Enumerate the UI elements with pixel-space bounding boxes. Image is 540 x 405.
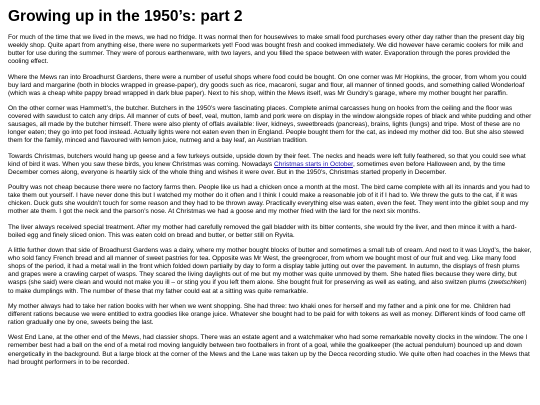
paragraph-ration-books: My mother always had to take her ration books with her when we went shopping. She had three: two khaki ones for herself and my father and a pink one for me. Children had different rations because we were entitled to extra goodies like orange juice. Whatever she bought had to be paid for with tokens as well as money. Different kinds of food came off ration gradually one by one, sweets being the last. xyxy=(8,302,526,327)
paragraph-christmas-text-before: Towards Christmas, butchers would hang up geese and a few turkeys outside, upside down by their feet. The necks and heads were left fully feathered, so that you could see what kind of bird it was. When you saw these birds, you knew Christmas was coming. Nowadays xyxy=(8,152,526,168)
paragraph-fridge: For much of the time that we lived in the mews, we had no fridge. It was normal then for housewives to make small food purchases every other day rather than the present day big weekly shop. Quite apart from anything else, there were no supermarkets yet! Food was bought fresh and cooked immediately. We did however have ceramic coolers for milk and butter for use during the summer. They were of porous earthenware, with two layers, and you filled the space between with water. Evaporation through the pores provided the cooling effect. xyxy=(8,34,525,66)
paragraph-christmas-text-after: , sometimes even before Halloween and, by the time December comes along, everyone is heartily sick of the whole thing and wishes it were over. But in the 1950’s, Christmas started properly in December. xyxy=(8,160,506,176)
paragraph-dairy-text-after: ) to make dumplings with. The number of these that my father could eat at a sitting was quite remarkable. xyxy=(8,279,527,295)
paragraph-poultry: Poultry was not cheap because there were no factory farms then. People like us had a chicken once a month at the most. The bird came complete with all its innards and you had to take them out yourself. I have never done this but I watched my mother do it often and I think I could make a reasonable job of it if I had to. We threw the guts to the cat, if it was chicken. Duck guts she wouldn’t touch for some reason and they had to be thrown away. Practically everything else was eaten, even the feet. They went into the giblet soup and my mother ate them. I got the neck and the parson’s nose. At Christmas we had a goose and my mother fried with the lard for the next six months. xyxy=(8,184,530,216)
paragraph-dairy-text-before: A little further down that side of Broadhurst Gardens was a dairy, where my mother bought blocks of butter and sometimes a small tub of cream. And next to it was Lloyd’s, the baker, who sold fancy French bread and all manner of sweet pastries for tea. Opposite was Mr West, the greengrocer, from whom we bought most of our fruit and veg. Like many food shops of the period, it had a metal wall in the front which folded down partially by day to form a display table jutting out over the pavement. In autumn, the displays of fresh plums and grapes were a crawling carpet of wasps. They scared the living daylights out of me but my mother was quite unmoved by them. She hated flies because they were dirty, but wasps (she said) were clean and would not make you ill – or sting you if you left them alone. She bought fruit for preserving as well as eating, and also switzen plums ( xyxy=(8,247,532,287)
zwetschken-term: zwetschken xyxy=(490,279,525,287)
paragraph-butcher: On the other corner was Hammett’s, the butcher. Butchers in the 1950’s were fascinating places. Complete animal carcasses hung on hooks from the ceiling and the floor was covered with sawdust to catch any drips. All manner of cuts of beef, veal, mutton, lamb and pork were on display in the window alongside ropes of black and white pudding and other sausages, all made by the butcher himself. There were also plenty of offals available: liver, kidneys, sweetbreads (pancreas), brains, lights (lungs) and tripe. Most of these are no longer eaten; they go into pet food instead. Actually lights were not eaten even then in England. People bought them for the cat, as indeed my mother did too. But she also stewed them for the family, minced and flavoured with lemon juice, nutmeg and a bay leaf, an Austrian tradition. xyxy=(8,105,532,145)
paragraph-liver: The liver always received special treatment. After my mother had carefully removed the gall bladder with its bitter contents, she would fry the liver, and then mince it with a hard-boiled egg and finely sliced onion. This was eaten cold on bread and butter, or better still on Ryvita. xyxy=(8,223,517,239)
page-title: Growing up in the 1950’s: part 2 xyxy=(8,8,243,25)
christmas-october-link[interactable]: Christmas starts in October xyxy=(274,160,353,168)
paragraph-grocer: Where the Mews ran into Broadhurst Gardens, there were a number of useful shops where food could be bought. On one corner was Mr Hopkins, the grocer, from whom you could buy lard and margarine (both in blocks wrapped in grease-paper), dry goods such as rice, macaroni, sugar and flour, all manner of tinned goods, and something called Wonderloaf (which was a cheap white pappy bread wrapped in dark blue paper). Next to his shop, within the Mews itself, was Mr Gundry’s garage, where my mother bought her paraffin. xyxy=(8,73,527,97)
paragraph-christmas xyxy=(8,153,532,177)
paragraph-west-end-lane: West End Lane, at the other end of the Mews, had classier shops. There was an estate agent and a watchmaker who had some remarkable novelty clocks in the window. The one I remember best had a ball on the end of a metal rod moving languidly between two footballers in front of a goal, while the goalkeeper (the actual pendulum) bounced up and down energetically in the background. But a large block at the corner of the Mews and the Lane was taken up by the Decca recording studio. We quite often had coaches in the Mews that had brought performers in to be recorded. xyxy=(8,334,530,366)
paragraph-dairy xyxy=(8,247,532,296)
